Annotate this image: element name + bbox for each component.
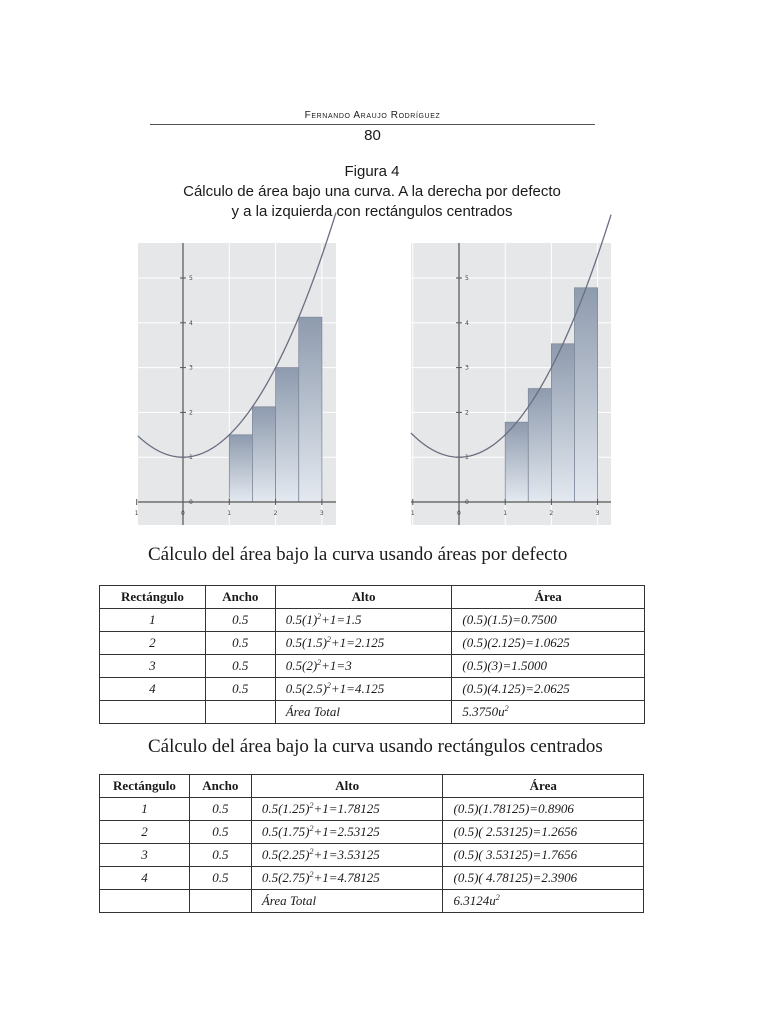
table-row xyxy=(100,632,645,655)
cell-area: (0.5)(2.125)=1.0625 xyxy=(452,632,645,655)
cell-alto xyxy=(251,867,443,890)
alto-base: 0.5(1.75) xyxy=(261,824,310,839)
total-exp: 2 xyxy=(504,704,509,713)
cell-alto xyxy=(251,844,443,867)
area-rectangle xyxy=(299,317,322,502)
alto-base: 0.5(1.25) xyxy=(261,801,310,816)
x-tick-label: 0 xyxy=(457,510,461,517)
cell-alto xyxy=(251,821,443,844)
alto-rest: +1=1.78125 xyxy=(313,801,380,816)
x-tick-label: 1 xyxy=(134,510,139,517)
table-row xyxy=(100,678,645,701)
header-alto: Alto xyxy=(251,775,443,798)
alto-rest: +1=3 xyxy=(321,658,352,673)
header-ancho: Ancho xyxy=(205,586,275,609)
cell-area: (0.5)(3)=1.5000 xyxy=(452,655,645,678)
cell-empty xyxy=(100,890,190,913)
figure-caption xyxy=(120,182,624,222)
total-number: 6.3124u xyxy=(453,893,496,908)
area-rectangle xyxy=(551,344,574,502)
cell-ancho: 0.5 xyxy=(189,821,251,844)
y-tick-label: 4 xyxy=(465,319,469,327)
page-number: 80 xyxy=(364,127,381,144)
cell-area: (0.5)(1.78125)=0.8906 xyxy=(443,798,644,821)
alto-rest: +1=3.53125 xyxy=(313,847,380,862)
y-tick-label: 4 xyxy=(189,319,193,327)
x-tick-label: 3 xyxy=(595,510,600,517)
cell-rect: 1 xyxy=(100,609,206,632)
table-row xyxy=(100,844,644,867)
section-title-centered: Cálculo del área bajo la curva usando rectángulos centrados xyxy=(148,736,603,757)
table-row xyxy=(100,655,645,678)
total-number: 5.3750u xyxy=(462,704,505,719)
table-row xyxy=(100,821,644,844)
alto-exp: 2 xyxy=(309,801,314,810)
area-rectangle xyxy=(276,368,299,502)
cell-ancho: 0.5 xyxy=(189,844,251,867)
alto-exp: 2 xyxy=(317,658,322,667)
x-tick-label: 3 xyxy=(319,510,324,517)
y-tick-label: 2 xyxy=(465,409,469,417)
caption-line-1: Cálculo de área bajo una curva. A la derecha por defecto xyxy=(183,183,561,200)
alto-base: 0.5(2) xyxy=(285,658,318,673)
cell-alto xyxy=(275,655,452,678)
area-rectangle xyxy=(575,288,598,502)
alto-exp: 2 xyxy=(326,681,331,690)
total-value xyxy=(443,890,644,913)
cell-alto xyxy=(275,678,452,701)
cell-empty xyxy=(189,890,251,913)
alto-rest: +1=4.78125 xyxy=(313,870,380,885)
x-tick-label: 2 xyxy=(273,510,278,517)
plot-right xyxy=(411,243,611,525)
y-tick-label: 5 xyxy=(465,275,469,282)
total-label: Área Total xyxy=(275,701,452,724)
alto-rest: +1=2.53125 xyxy=(313,824,380,839)
alto-exp: 2 xyxy=(309,847,314,856)
alto-rest: +1=4.125 xyxy=(330,681,385,696)
figure-title: Figura 4 xyxy=(344,163,400,180)
alto-base: 0.5(1.5) xyxy=(285,635,327,650)
y-tick-label: 2 xyxy=(189,409,193,417)
table-total-row xyxy=(100,890,644,913)
header-rule xyxy=(150,124,595,125)
cell-ancho: 0.5 xyxy=(205,609,275,632)
alto-base: 0.5(1) xyxy=(285,612,318,627)
cell-ancho: 0.5 xyxy=(205,632,275,655)
y-tick-label: 0 xyxy=(189,499,193,506)
header-ancho: Ancho xyxy=(189,775,251,798)
cell-rect: 3 xyxy=(100,655,206,678)
table-total-row xyxy=(100,701,645,724)
plot-left xyxy=(134,243,336,525)
cell-area: (0.5)( 2.53125)=1.2656 xyxy=(443,821,644,844)
cell-rect: 2 xyxy=(100,821,190,844)
cell-rect: 3 xyxy=(100,844,190,867)
alto-base: 0.5(2.25) xyxy=(261,847,310,862)
header-rectangulo: Rectángulo xyxy=(100,775,190,798)
total-exp: 2 xyxy=(495,893,500,902)
alto-exp: 2 xyxy=(309,824,314,833)
cell-ancho: 0.5 xyxy=(189,798,251,821)
alto-base: 0.5(2.75) xyxy=(261,870,310,885)
cell-alto xyxy=(275,632,452,655)
table-row xyxy=(100,867,644,890)
table-centered-rectangles xyxy=(99,774,644,913)
y-tick-label: 1 xyxy=(465,454,469,462)
alto-rest: +1=1.5 xyxy=(321,612,362,627)
area-rectangle xyxy=(505,422,528,502)
alto-exp: 2 xyxy=(317,612,322,621)
y-tick-label: 1 xyxy=(189,454,193,462)
header-area: Área xyxy=(443,775,644,798)
cell-rect: 2 xyxy=(100,632,206,655)
cell-area: (0.5)( 4.78125)=2.3906 xyxy=(443,867,644,890)
x-tick-label: 0 xyxy=(181,510,185,517)
table-default-areas xyxy=(99,585,645,724)
header-alto: Alto xyxy=(275,586,452,609)
running-header: Fernando Araujo Rodríguez xyxy=(304,110,441,121)
x-tick-label: 1 xyxy=(410,510,415,517)
cell-rect: 4 xyxy=(100,678,206,701)
cell-rect: 4 xyxy=(100,867,190,890)
table-row xyxy=(100,609,645,632)
table-header-row xyxy=(100,775,644,798)
x-tick-label: 2 xyxy=(549,510,554,517)
cell-ancho: 0.5 xyxy=(205,678,275,701)
alto-rest: +1=2.125 xyxy=(330,635,385,650)
area-rectangle xyxy=(528,389,551,502)
cell-empty xyxy=(205,701,275,724)
cell-alto xyxy=(275,609,452,632)
cell-area: (0.5)(1.5)=0.7500 xyxy=(452,609,645,632)
header-rectangulo: Rectángulo xyxy=(100,586,206,609)
y-tick-label: 5 xyxy=(189,275,193,282)
y-tick-label: 3 xyxy=(465,364,469,372)
cell-alto xyxy=(251,798,443,821)
alto-exp: 2 xyxy=(309,870,314,879)
x-tick-label: 1 xyxy=(503,510,508,517)
alto-base: 0.5(2.5) xyxy=(285,681,327,696)
table-header-row xyxy=(100,586,645,609)
table-row xyxy=(100,798,644,821)
caption-line-2: y a la izquierda con rectángulos centrados xyxy=(231,203,513,220)
area-rectangle xyxy=(229,435,252,502)
section-title-default: Cálculo del área bajo la curva usando áreas por defecto xyxy=(148,544,568,565)
cell-empty xyxy=(100,701,206,724)
total-value xyxy=(452,701,645,724)
y-tick-label: 3 xyxy=(189,364,193,372)
cell-area: (0.5)( 3.53125)=1.7656 xyxy=(443,844,644,867)
x-tick-label: 1 xyxy=(227,510,232,517)
area-rectangle xyxy=(252,407,275,502)
total-label: Área Total xyxy=(251,890,443,913)
cell-ancho: 0.5 xyxy=(205,655,275,678)
y-tick-label: 0 xyxy=(465,499,469,506)
cell-area: (0.5)(4.125)=2.0625 xyxy=(452,678,645,701)
alto-exp: 2 xyxy=(326,635,331,644)
cell-rect: 1 xyxy=(100,798,190,821)
cell-ancho: 0.5 xyxy=(189,867,251,890)
header-area: Área xyxy=(452,586,645,609)
